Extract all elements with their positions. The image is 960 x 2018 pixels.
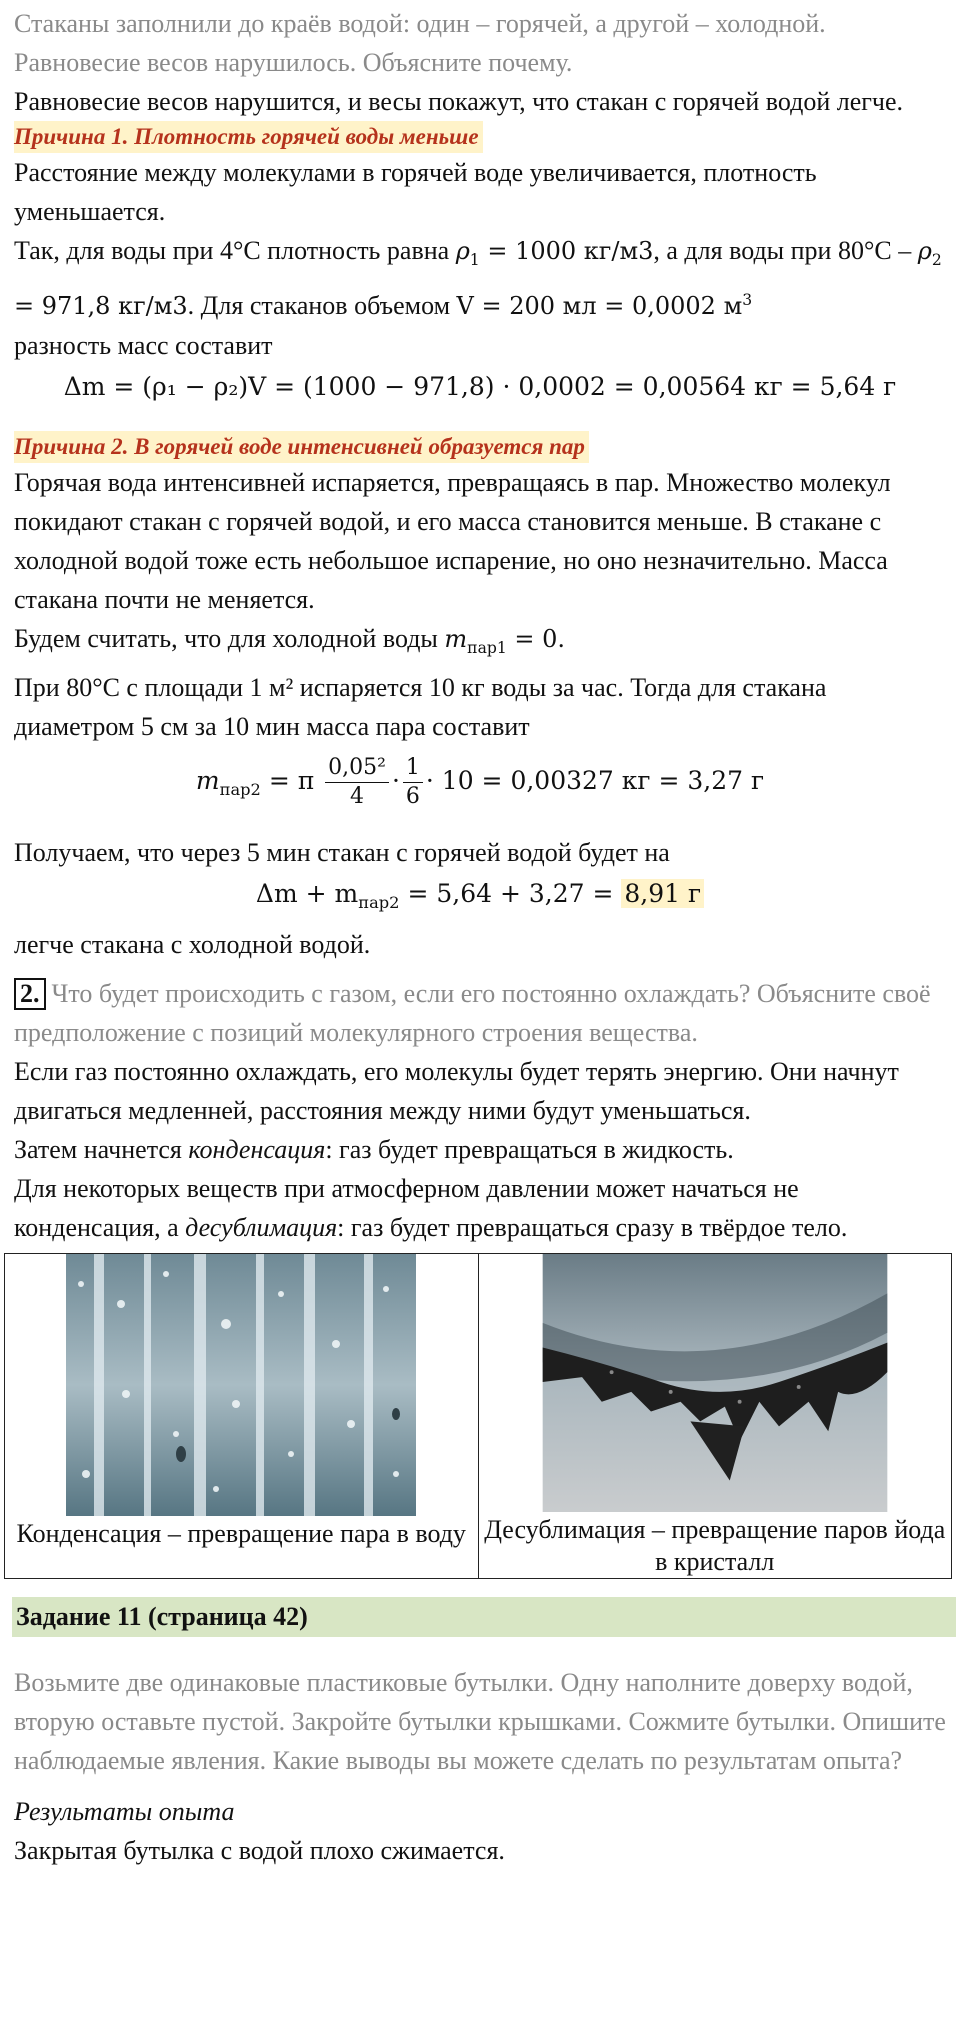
formula-mass-difference: Δm = (ρ₁ − ρ₂)V = (1000 − 971,8) · 0,0002 = 0,00564 кг = 5,64 г bbox=[63, 371, 897, 401]
result-1: Закрытая бутылка с водой плохо сжимается. bbox=[14, 1835, 505, 1865]
formula-vapor-mass: $m_{пар2} = \pi$ $\frac{\text{0,05²}}{4}$ · $\frac{1}{6}$ · 10 = 0,00327 кг = 3,27 г bbox=[195, 754, 765, 809]
caption-desublimation: Десублимация – превращение паров йода в кристалл bbox=[484, 1514, 946, 1576]
reason-1-text: Расстояние между молекулами в горячей воде увеличивается, плотность уменьшается. bbox=[14, 158, 817, 226]
desublimation-photo bbox=[540, 1254, 890, 1512]
reason-2-title: Причина 2. В горячей воде интенсивней образуется пар bbox=[14, 431, 589, 463]
reason-1-density: Так, для воды при 4°С плотность равна $\rho_1 = 1000$ кг/м3, а для воды при $80^\circ С - \rho_2 = 971,8$ кг/м3. Для стаканов объемом V = 200 мл = 0,0002 $м^3$ разность масс составит bbox=[14, 236, 942, 360]
reason-2-cold: Будем считать, что для холодной воды $m_{пар1} = 0$. bbox=[14, 623, 566, 657]
image-table bbox=[4, 1253, 952, 1579]
result-text-2: легче стакана с холодной водой. bbox=[14, 929, 371, 959]
result-text: Получаем, что через 5 мин стакан с горячей водой будет на bbox=[14, 837, 670, 867]
question-number: 2. bbox=[14, 978, 46, 1010]
condensation-photo bbox=[66, 1254, 416, 1516]
reason-2-evaporation: При 80°С с площади 1 м² испаряется 10 кг воды за час. Тогда для стакана диаметром 5 см за 10 мин масса пара составит bbox=[14, 672, 827, 741]
task-11-question: Возьмите две одинаковые пластиковые бутылки. Одну наполните доверху водой, вторую оставьте пустой. Закройте бутылки крышками. Сожмите бутылки. Опишите наблюдаемые явления. Какие выводы вы можете сделать по результатам опыта? bbox=[14, 1667, 946, 1775]
answer-2-2: Затем начнется конденсация: газ будет превращаться в жидкость. bbox=[14, 1134, 734, 1164]
formula-total: $\Delta m + m_{пар2} = 5,64 + 3,27 = 8,91$ г bbox=[14, 874, 946, 923]
answer-1: Равновесие весов нарушится, и весы покажут, что стакан с горячей водой легче. bbox=[14, 87, 904, 116]
caption-condensation: Конденсация – превращение пара в воду bbox=[16, 1518, 466, 1548]
question-2: 2. Что будет происходить с газом, если его постоянно охлаждать? Объясните своё предположение с позиций молекулярного строения вещества. bbox=[14, 978, 931, 1047]
task-11-title: Задание 11 (страница 42) bbox=[12, 1597, 956, 1637]
answer-2-3: Для некоторых веществ при атмосферном давлении может начаться не конденсация, а десублимация: газ будет превращаться сразу в твёрдое тело. bbox=[14, 1173, 848, 1242]
reason-2-text: Горячая вода интенсивней испаряется, превращаясь в пар. Множество молекул покидают стакан с горячей водой, и его масса становится меньше. В стакане с холодной водой тоже есть небольшое испарение, но оно незначительно. Масса стакана почти не меняется. bbox=[14, 467, 891, 614]
answer-2-1: Если газ постоянно охлаждать, его молекулы будет терять энергию. Они начнут двигаться медленней, расстояния между ними будут уменьшаться. bbox=[14, 1056, 899, 1125]
results-label: Результаты опыта bbox=[14, 1796, 235, 1826]
image-cell-desublimation bbox=[478, 1254, 952, 1578]
image-cell-condensation bbox=[5, 1254, 478, 1578]
answer-highlight: 8,91 г bbox=[621, 879, 704, 908]
question-1: Стаканы заполнили до краёв водой: один – горячей, а другой – холодной. Равновесие весов нарушилось. Объясните почему. bbox=[14, 9, 826, 77]
reason-1-title: Причина 1. Плотность горячей воды меньше bbox=[14, 121, 483, 153]
